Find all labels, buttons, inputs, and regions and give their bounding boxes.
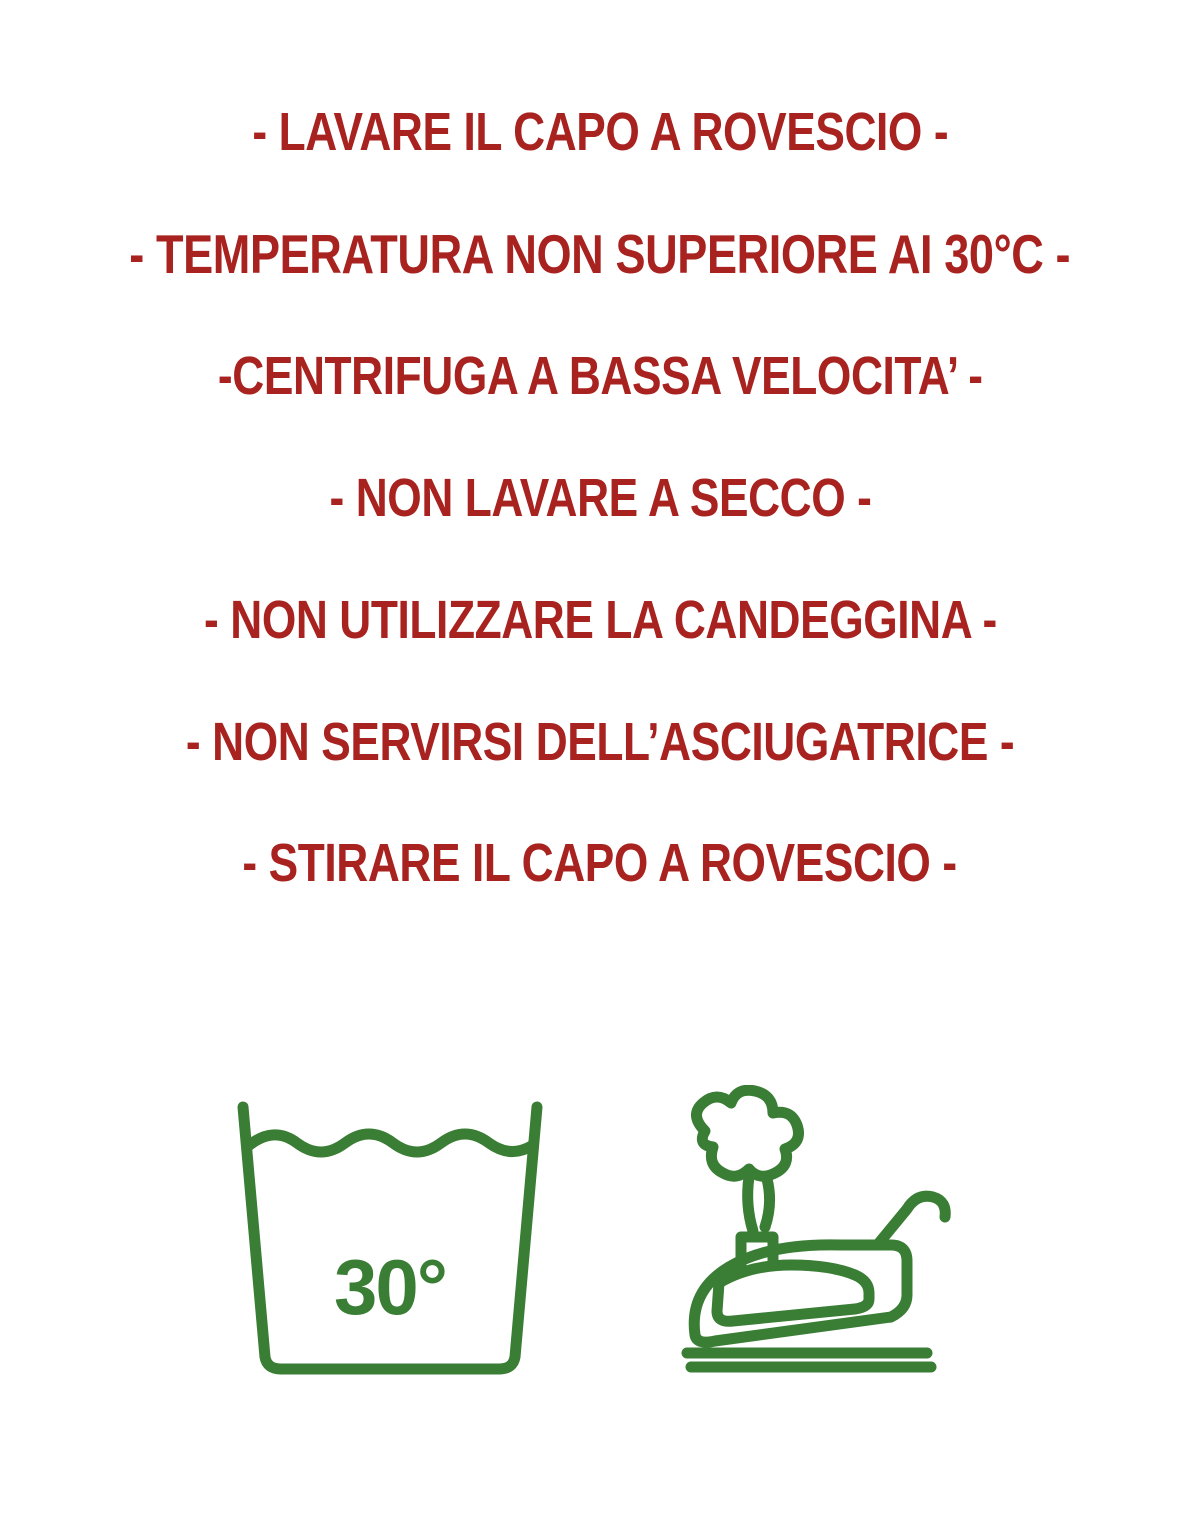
instruction-line: - STIRARE IL CAPO A ROVESCIO -	[242, 833, 958, 894]
steam-iron-icon	[645, 1085, 975, 1385]
instruction-line: -CENTRIFUGA A BASSA VELOCITA’ -	[217, 346, 983, 407]
instruction-line: - NON LAVARE A SECCO -	[328, 468, 872, 529]
care-symbol-row	[0, 1085, 1200, 1385]
instruction-line: - LAVARE IL CAPO A ROVESCIO -	[252, 102, 948, 162]
wash-tub-icon	[225, 1085, 555, 1385]
instruction-line: - NON SERVIRSI DELL’ASCIUGATRICE -	[185, 711, 1015, 772]
steam-iron-icon-block	[645, 1085, 975, 1385]
instruction-line: - NON UTILIZZARE LA CANDEGGINA -	[203, 589, 997, 650]
wash-temperature-label: 30°	[334, 1243, 446, 1331]
instruction-line: - TEMPERATURA NON SUPERIORE AI 30°C -	[129, 222, 1071, 285]
wash-tub-icon-block	[225, 1085, 555, 1385]
